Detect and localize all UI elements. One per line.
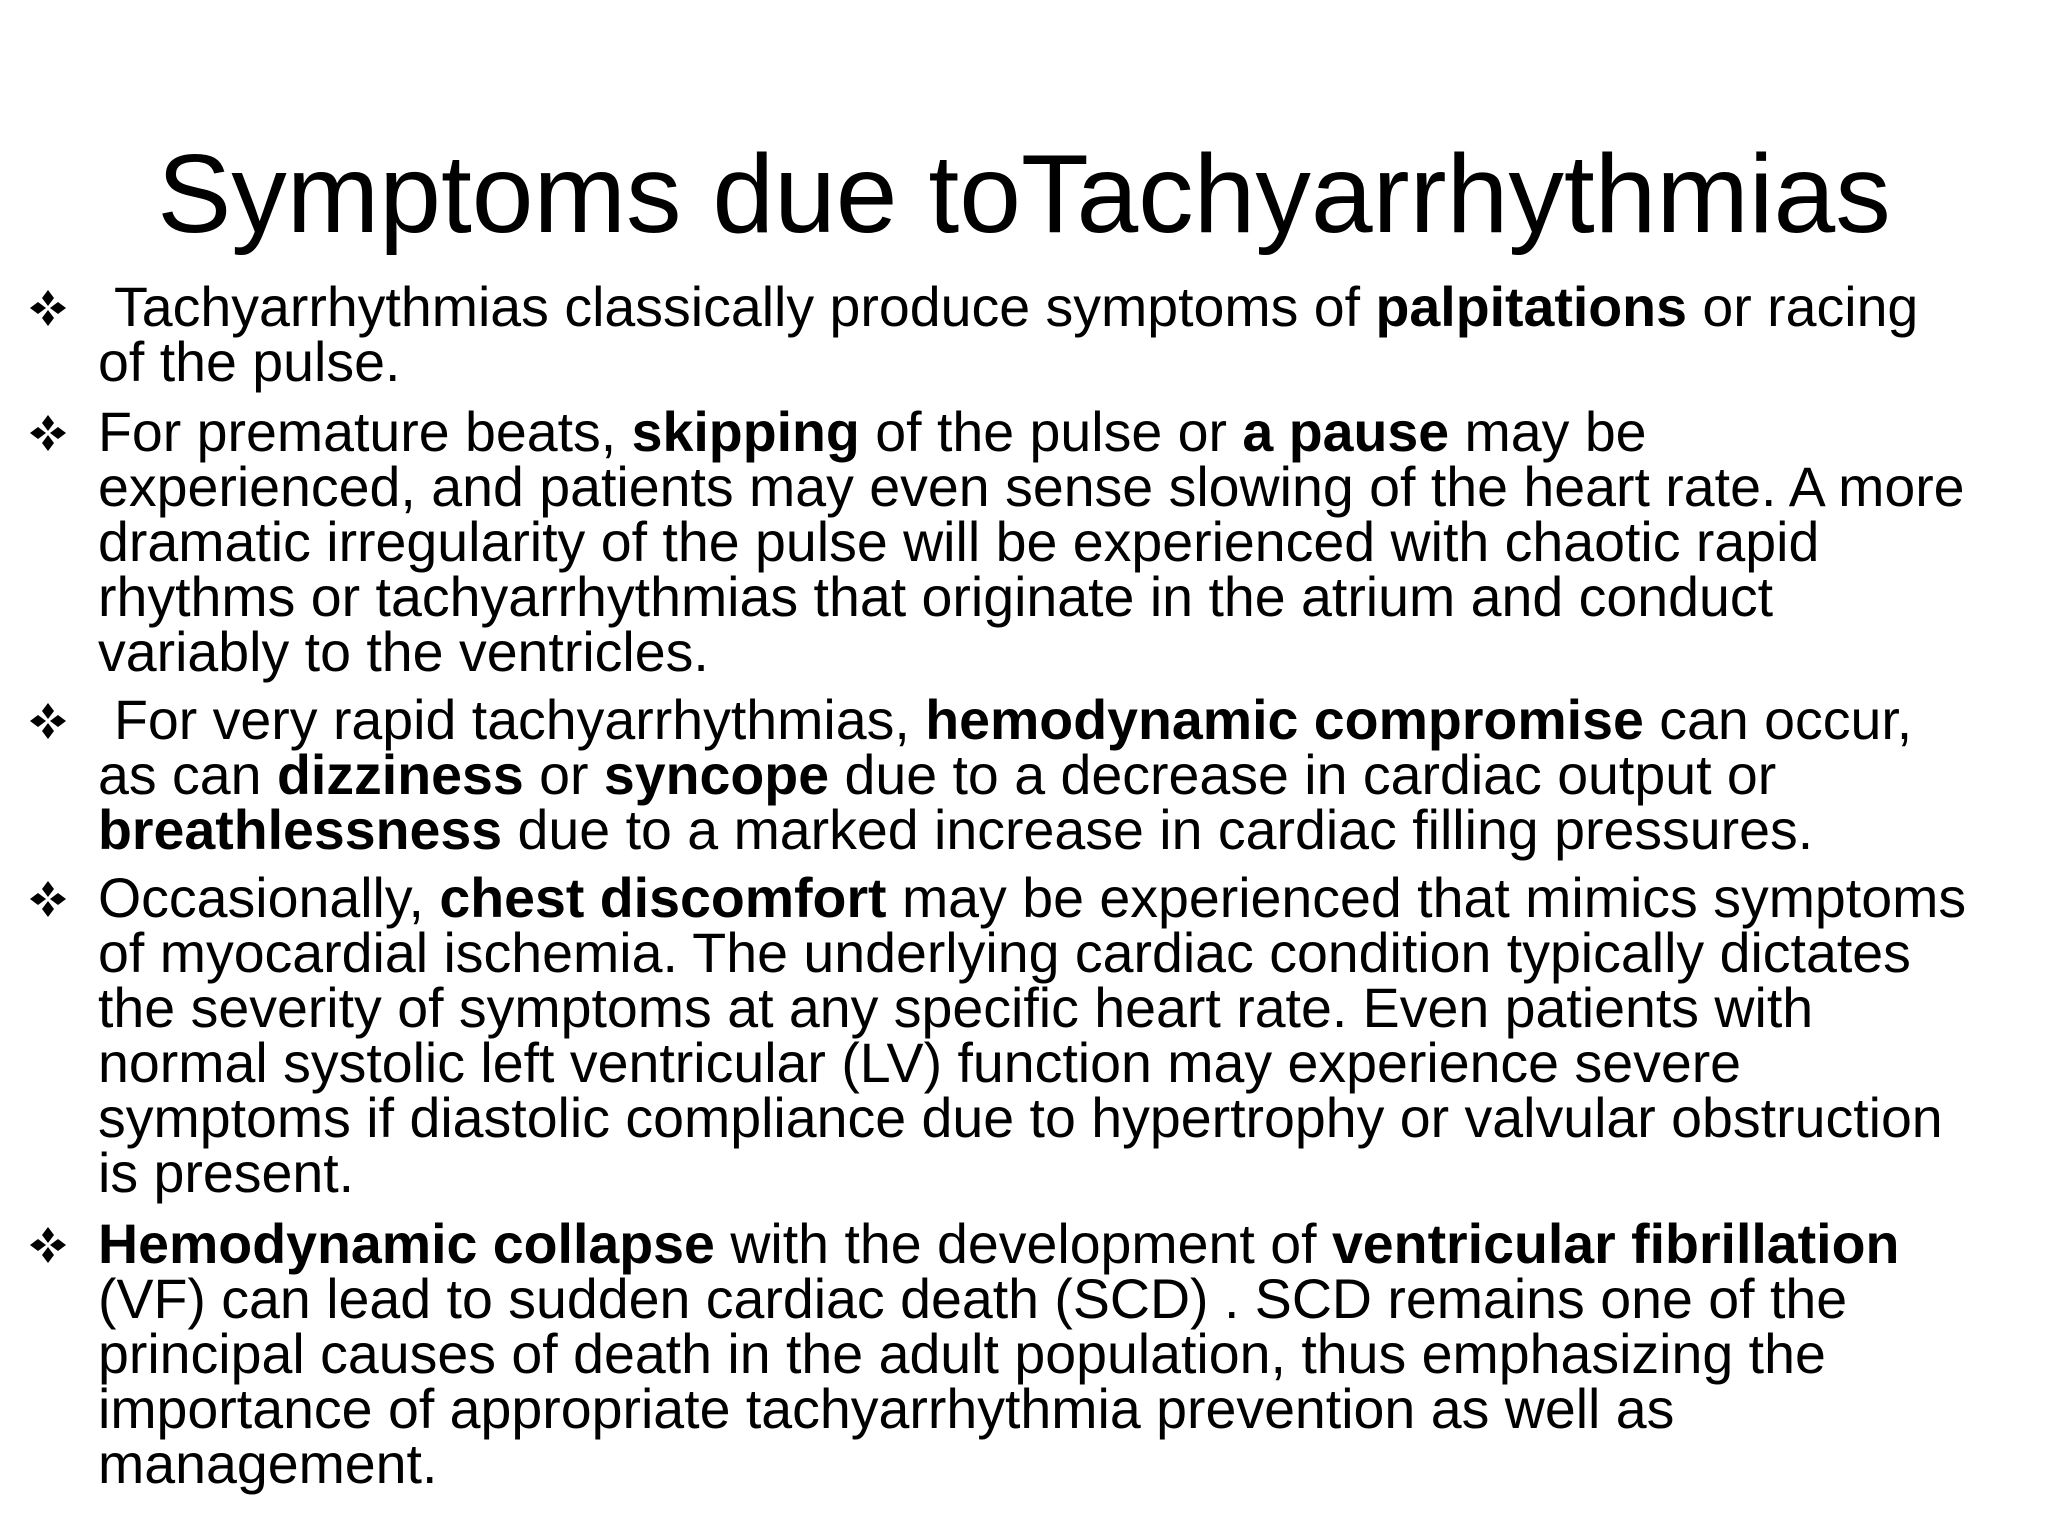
body-text: of the pulse or bbox=[859, 401, 1243, 463]
emphasis-text: Hemodynamic collapse bbox=[98, 1213, 715, 1275]
bullet-text-line bbox=[98, 744, 1777, 806]
body-text: For premature beats, bbox=[98, 401, 632, 463]
emphasis-text: skipping bbox=[631, 401, 860, 463]
bullet-text-line bbox=[98, 799, 1814, 861]
slide-title: Symptoms due toTachyarrhythmias bbox=[157, 132, 1891, 256]
body-text: normal systolic left ventricular (LV) function may experience severe bbox=[98, 1032, 1742, 1094]
four-diamond-bullet-icon bbox=[28, 288, 68, 328]
bullet-text-line bbox=[98, 1213, 1900, 1275]
four-diamond-bullet-icon bbox=[28, 413, 68, 453]
body-text: principal causes of death in the adult population, thus emphasizing the bbox=[98, 1323, 1826, 1385]
body-text: symptoms if diastolic compliance due to hypertrophy or valvular obstruction bbox=[98, 1087, 1943, 1149]
body-text: For very rapid tachyarrhythmias, bbox=[114, 689, 926, 751]
bullet-text-line bbox=[98, 1268, 1848, 1330]
body-text: can occur, bbox=[1643, 689, 1913, 751]
body-text: rhythms or tachyarrhythmias that originate in the atrium and conduct bbox=[98, 566, 1774, 628]
emphasis-text: chest discomfort bbox=[439, 867, 887, 929]
bullet-text-line bbox=[98, 1378, 1675, 1440]
bullet-text-line bbox=[98, 621, 709, 683]
emphasis-text: hemodynamic compromise bbox=[925, 689, 1644, 751]
four-diamond-bullet-icon bbox=[28, 701, 68, 741]
body-text: is present. bbox=[98, 1142, 355, 1204]
body-text: with the development of bbox=[714, 1213, 1332, 1275]
emphasis-text: syncope bbox=[603, 744, 830, 806]
bullet-text-line bbox=[98, 867, 1967, 929]
body-text: Occasionally, bbox=[98, 867, 440, 929]
body-text: experienced, and patients may even sense slowing of the heart rate. A more bbox=[98, 456, 1965, 518]
body-text: of the pulse. bbox=[98, 331, 401, 393]
bullet-text-line bbox=[98, 456, 1965, 518]
emphasis-text: ventricular fibrillation bbox=[1331, 1213, 1900, 1275]
body-text: the severity of symptoms at any specific heart rate. Even patients with bbox=[98, 977, 1814, 1039]
body-text: or racing bbox=[1686, 276, 1919, 338]
body-text: variably to the ventricles. bbox=[98, 621, 709, 683]
body-text: due to a decrease in cardiac output or bbox=[829, 744, 1777, 806]
emphasis-text: dizziness bbox=[276, 744, 524, 806]
bullet-text-line bbox=[114, 276, 1919, 338]
four-diamond-bullet-icon bbox=[28, 879, 68, 919]
body-text: Tachyarrhythmias classically produce symptoms of bbox=[114, 276, 1376, 338]
body-text: or bbox=[523, 744, 604, 806]
bullet-text-line bbox=[114, 689, 1913, 751]
bullet-text-line bbox=[98, 511, 1820, 573]
emphasis-text: palpitations bbox=[1375, 276, 1687, 338]
emphasis-text: breathlessness bbox=[98, 799, 503, 861]
body-text: dramatic irregularity of the pulse will be experienced with chaotic rapid bbox=[98, 511, 1820, 573]
four-diamond-bullet-icon bbox=[28, 1225, 68, 1265]
body-text: (VF) can lead to sudden cardiac death (SCD) . SCD remains one of the bbox=[98, 1268, 1848, 1330]
body-text: management. bbox=[98, 1433, 438, 1495]
body-text: as can bbox=[98, 744, 277, 806]
bullet-text-line bbox=[98, 1032, 1742, 1094]
emphasis-text: a pause bbox=[1242, 401, 1450, 463]
bullet-text-line bbox=[98, 922, 1911, 984]
body-text: may be experienced that mimics symptoms bbox=[886, 867, 1967, 929]
body-text: of myocardial ischemia. The underlying cardiac condition typically dictates bbox=[98, 922, 1911, 984]
body-text: importance of appropriate tachyarrhythmia prevention as well as bbox=[98, 1378, 1675, 1440]
bullet-text-line bbox=[98, 401, 1647, 463]
bullet-text-line bbox=[98, 331, 401, 393]
bullet-text-line bbox=[98, 1087, 1943, 1149]
body-text: may be bbox=[1449, 401, 1647, 463]
bullet-text-line bbox=[98, 1323, 1826, 1385]
body-text: due to a marked increase in cardiac filling pressures. bbox=[502, 799, 1814, 861]
bullet-text-line bbox=[98, 566, 1774, 628]
bullet-text-line bbox=[98, 1433, 438, 1495]
bullet-text-line bbox=[98, 977, 1814, 1039]
bullet-text-line bbox=[98, 1142, 355, 1204]
